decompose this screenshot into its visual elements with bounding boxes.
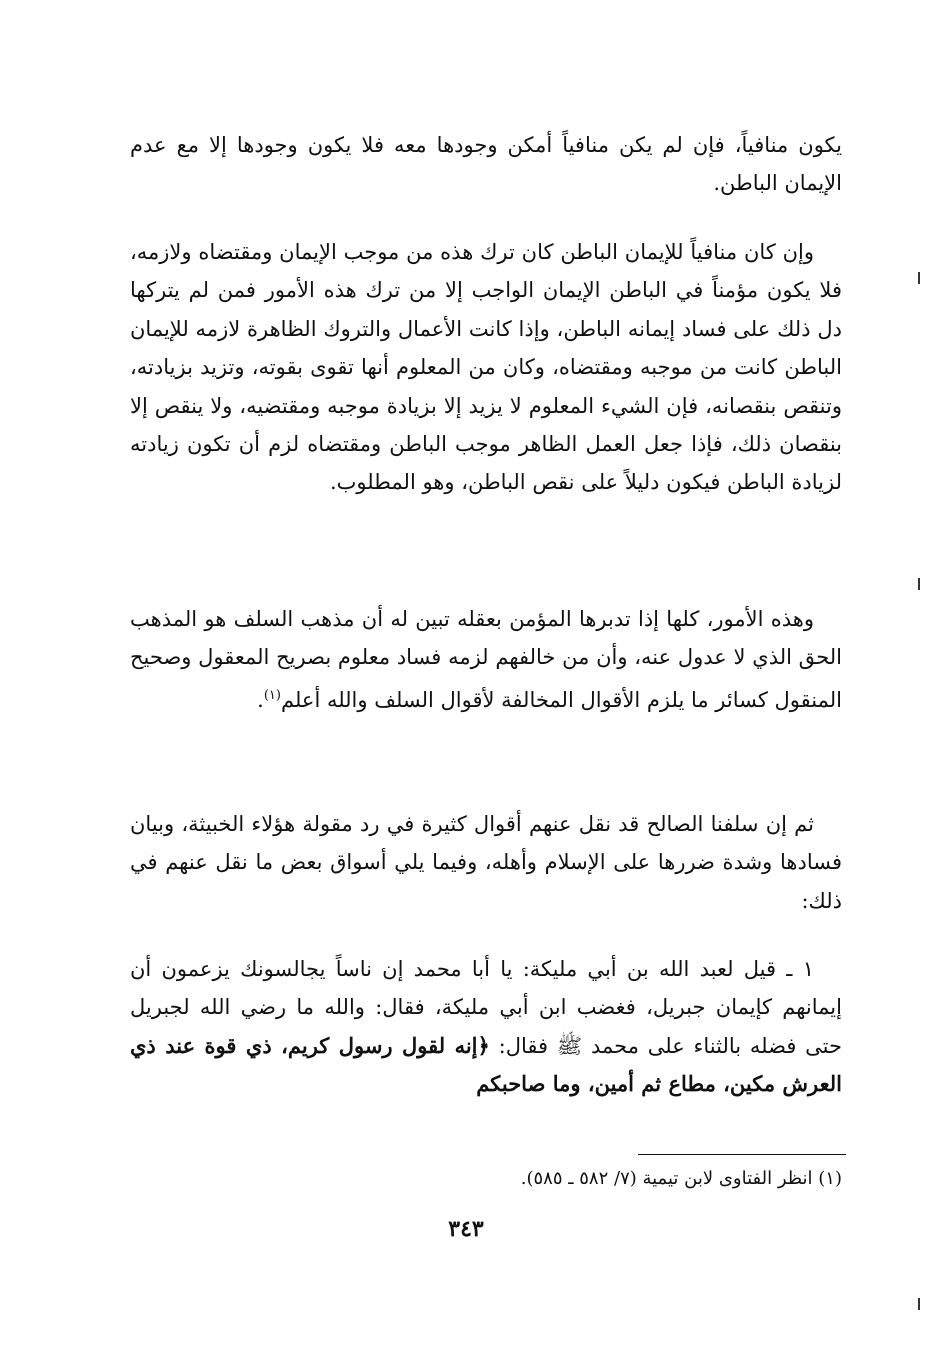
paragraph-4 bbox=[130, 805, 842, 920]
paragraph-3-tail: . bbox=[257, 687, 264, 712]
footnote: (١) انظر الفتاوى لابن تيمية (٧/ ٥٨٢ ـ ٥٨٥). bbox=[520, 1168, 842, 1189]
paragraph-2 bbox=[130, 233, 842, 502]
footnote-divider bbox=[638, 1154, 846, 1155]
paragraph-3-text: وهذه الأمور، كلها إذا تدبرها المؤمن بعقله تبين له أن مذهب السلف هو المذهب الحق الذي لا عدول عنه، وأن من خالفهم لزمه فساد معلوم بصريح المعقول وصحيح المنقول كسائر ما يلزم الأقوال المخالفة لأقوال السلف والله أعلم bbox=[130, 607, 842, 712]
scan-edge-mark bbox=[918, 272, 920, 284]
paragraph-4-text: ثم إن سلفنا الصالح قد نقل عنهم أقوال كثيرة في رد مقولة هؤلاء الخبيثة، وبيان فسادها وشدة ضررها على الإسلام وأهله، وفيما يلي أسواق بعض ما نقل عنهم في ذلك: bbox=[130, 812, 842, 913]
paragraph-5 bbox=[130, 950, 842, 1104]
paragraph-2-text: وإن كان منافياً للإيمان الباطن كان ترك هذه من موجب الإيمان ومقتضاه ولازمه، فلا يكون مؤمناً في الباطن الإيمان الواجب إلا من ترك هذه الأمور فمن لم يتركها دل ذلك على فساد إيمانه الباطن، وإذا كانت الأعمال والتروك الظاهرة لازمه للإيمان الباطن كانت من موجبه ومقتضاه، وكان من المعلوم أنها تقوى بقوته، وتزيد بزيادته، وتنقص بنقصانه، فإن الشيء المعلوم لا يزيد إلا بزيادة موجبه ومقتضيه، ولا ينقص إلا بنقصان ذلك، فإذا جعل العمل الظاهر موجب الباطن ومقتضاه لزم أن تكون زيادته لزيادة الباطن فيكون دليلاً على نقص الباطن، وهو المطلوب. bbox=[130, 240, 842, 495]
paragraph-1 bbox=[130, 126, 842, 203]
paragraph-1-text: يكون منافياً، فإن لم يكن منافياً أمكن وجودها معه فلا يكون وجودها إلا مع عدم الإيمان الباطن. bbox=[130, 133, 842, 196]
page-number: ٣٤٣ bbox=[448, 1216, 484, 1242]
paragraph-3 bbox=[130, 600, 842, 719]
quran-quote: ﴿إنه لقول رسول كريم، ذي قوة عند ذي العرش مكين، مطاع ثم أمين، وما صاحبكم bbox=[130, 1032, 842, 1097]
scan-edge-mark bbox=[918, 1298, 920, 1310]
paragraph-3-body bbox=[130, 600, 842, 719]
paragraph-5-body bbox=[130, 950, 842, 1104]
scan-edge-mark bbox=[918, 578, 920, 590]
paragraph-5-text: ١ ـ قيل لعبد الله بن أبي مليكة: يا أبا محمد إن ناساً يجالسونك يزعمون أن إيمانهم كإيمان جبريل، فغضب ابن أبي مليكة، فقال: والله ما رضي الله لجبريل حتى فضله بالثناء على محمد ﷺ فقال: bbox=[130, 957, 842, 1058]
footnote-reference: (١) bbox=[263, 687, 281, 703]
